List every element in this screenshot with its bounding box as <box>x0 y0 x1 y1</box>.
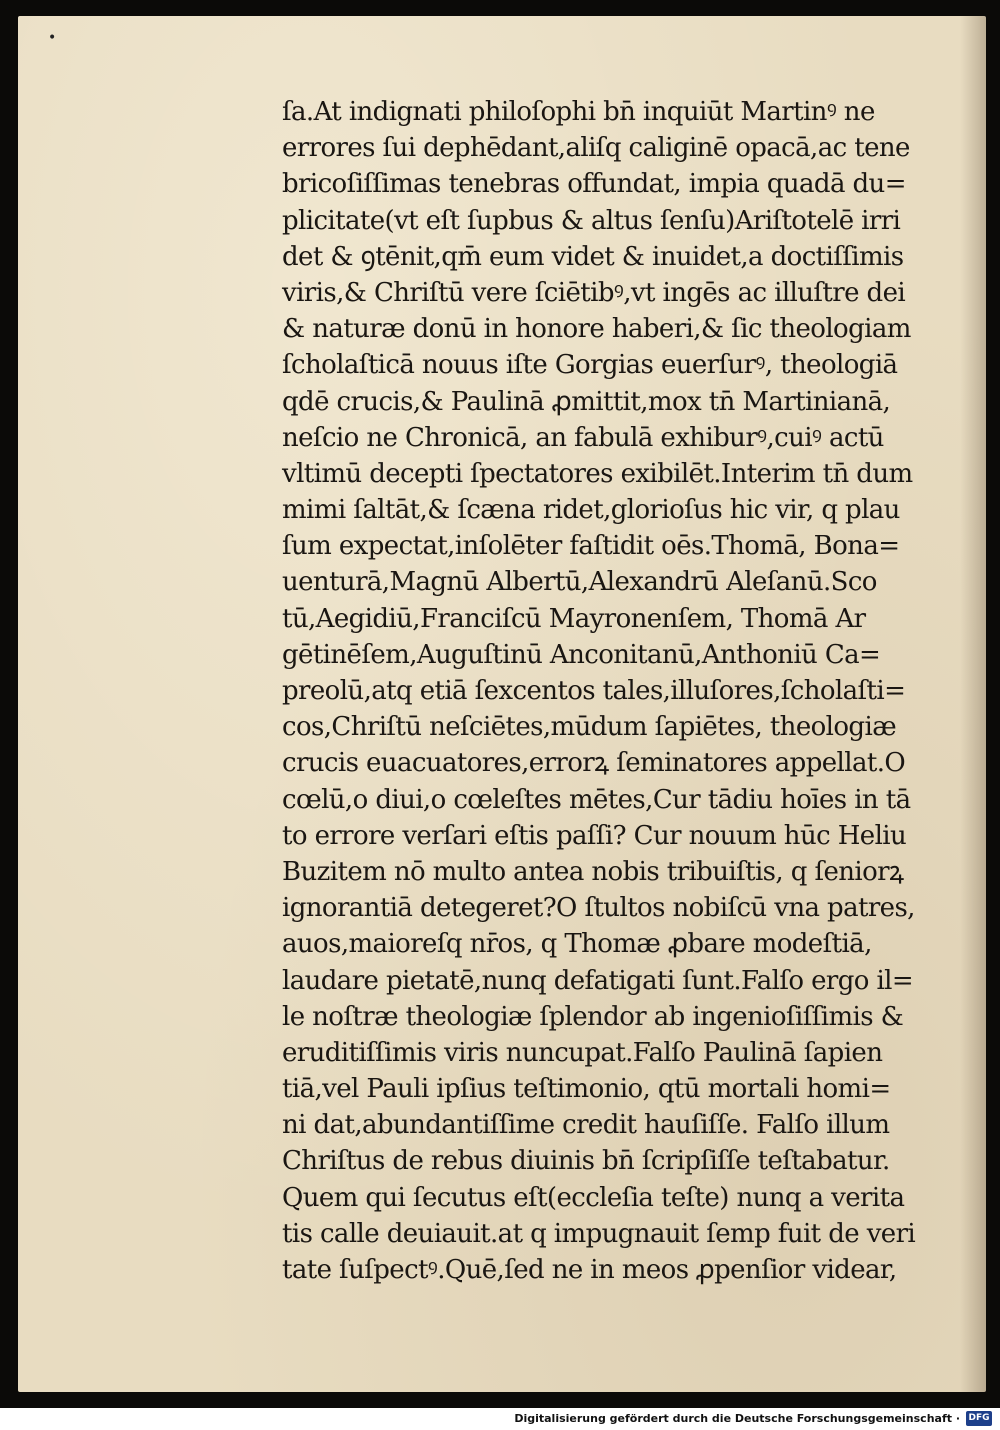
text-line: crucis euacuatores,errorꝝ ſeminatores appellat.O <box>282 748 906 779</box>
text-line: cœlū,o diui,o cœleſtes mētes,Cur tādiu hoīes in tā <box>282 784 911 815</box>
text-line: Chriſtus de rebus diuinis bn̄ ſcripſiſſe teſtabatur. <box>282 1146 890 1177</box>
text-line: ni dat,abundantiſſime credit hauſiſſe. Falſo illum <box>282 1110 890 1141</box>
corner-mark: • <box>48 30 57 46</box>
text-line: viris,& Chriſtū vere ſciētibꝰ,vt ingēs ac illuſtre dei <box>282 277 906 308</box>
footer-credit: Digitalisierung gefördert durch die Deutsche Forschungsgemeinschaft · <box>514 1412 960 1425</box>
text-line: to errore verſari eſtis paſſi? Cur nouum hūc Heliu <box>282 820 907 851</box>
text-line: ignorantiā detegeret?O ſtultos nobiſcū vna patres, <box>282 893 915 924</box>
text-line: preolū,atq etiā ſexcentos tales,illuſores,ſcholaſti= <box>282 676 906 706</box>
text-line: auos,maioreſq nr̄os, q Thomæ ꝓbare modeſtiā, <box>282 929 872 960</box>
text-line: Quem qui ſecutus eſt(eccleſia teſte) nunq a verita <box>282 1182 905 1213</box>
text-line: gētinēſem,Auguſtinū Anconitanū,Anthoniū Ca= <box>282 639 881 670</box>
text-line: qdē crucis,& Paulinā ꝓmittit,mox tn̄ Martinianā, <box>282 386 891 417</box>
text-line: neſcio ne Chronicā, an fabulā exhiburꝰ,cuiꝰ actū <box>282 422 884 453</box>
text-line: vltimū decepti ſpectatores exibilēt.Interim tn̄ dum <box>282 458 913 489</box>
page-text <box>282 94 968 1288</box>
text-line: tiā,vel Pauli ipſius teſtimonio, qtū mortali homi= <box>282 1074 891 1105</box>
text-line: tate ſuſpectꝰ.Quē,ſed ne in meos ꝓpenſior videar, <box>282 1255 897 1285</box>
text-line: uenturā,Magnū Albertū,Alexandrū Aleſanū.Sco <box>282 567 877 598</box>
text-line: & naturæ donū in honore haberi,& ſic theologiam <box>282 314 911 345</box>
text-line: ſcholaſticā nouus iſte Gorgias euerſurꝰ, theologiā <box>282 350 898 381</box>
text-line: tis calle deuiauit.at q impugnauit ſemp fuit de veri <box>282 1218 916 1249</box>
text-line: bricoſiſſimas tenebras offundat, impia quadā du= <box>282 169 906 200</box>
footer-bar <box>0 1408 1000 1430</box>
text-line: le noſtræ theologiæ ſplendor ab ingenioſiſſimis & <box>282 1001 904 1032</box>
text-line: eruditiſſimis viris nuncupat.Falſo Paulinā ſapien <box>282 1037 883 1068</box>
text-line: laudare pietatē,nunq defatigati ſunt.Falſo ergo il= <box>282 965 914 996</box>
text-line: errores ſui dephēdant,aliſq caliginē opacā,ac tene <box>282 133 910 164</box>
text-line: det & ꝯtēnit,qm̄ eum videt & inuidet,a doctiſſimis <box>282 241 904 272</box>
text-line: ſum expectat,inſolēter faſtidit oēs.Thomā, Bona= <box>282 531 900 562</box>
dfg-logo[interactable]: DFG <box>966 1411 992 1426</box>
text-line: plicitate(vt eſt ſupbus & altus ſenſu)Ariſtotelē irri <box>282 205 901 236</box>
text-line: ſa.At indignati philoſophi bn̄ inquiūt Martinꝰ ne <box>282 97 875 127</box>
text-line: Buzitem nō multo antea nobis tribuiſtis, q ſeniorꝝ <box>282 856 904 887</box>
text-line: mimi ſaltāt,& ſcæna ridet,glorioſus hic vir, q plau <box>282 495 900 526</box>
text-line: tū,Aegidiū,Franciſcū Mayronenſem, Thomā Ar <box>282 603 866 634</box>
text-line: cos,Chriſtū neſciētes,mūdum ſapiētes, theologiæ <box>282 712 897 743</box>
